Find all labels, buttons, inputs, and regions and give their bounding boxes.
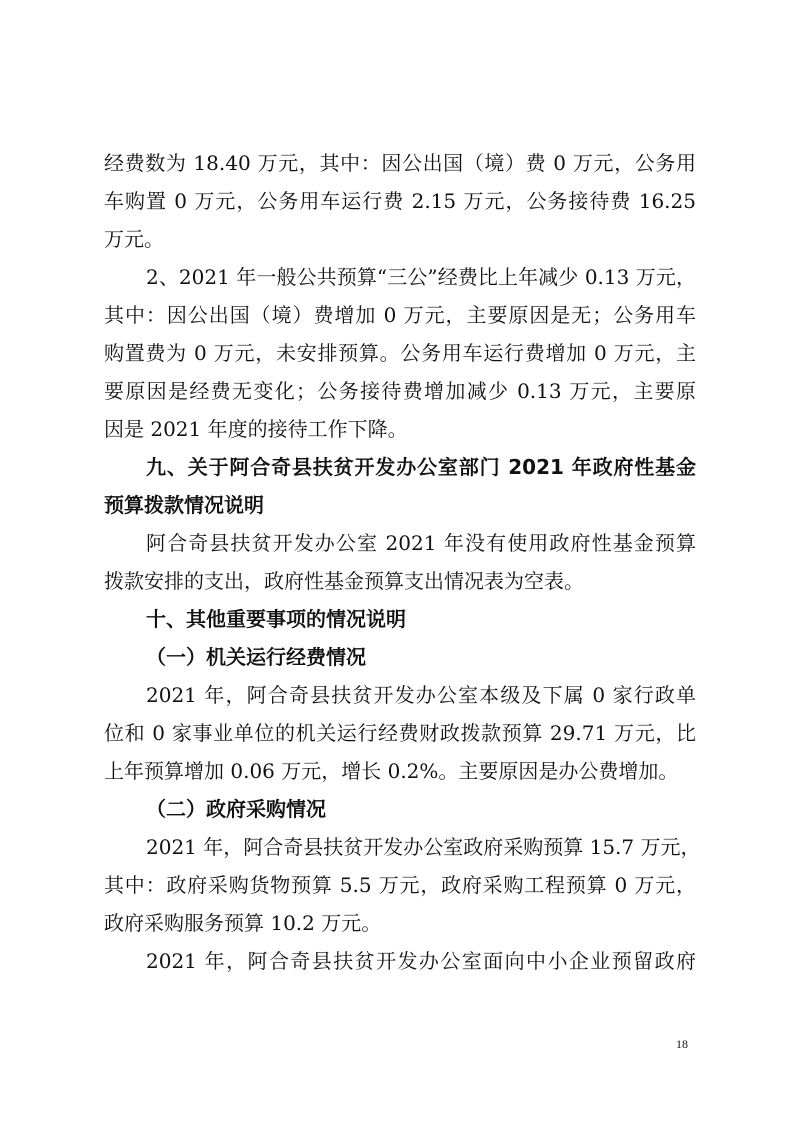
paragraph-line: 政府采购服务预算 10.2 万元。 bbox=[104, 911, 382, 935]
paragraph-line: 要原因是经费无变化；公务接待费增加减少 0.13 万元，主要原 bbox=[104, 379, 696, 403]
paragraph-line: 2、2021 年一般公共预算“三公”经费比上年减少 0.13 万元， bbox=[146, 265, 696, 289]
paragraph-line: 其中：政府采购货物预算 5.5 万元，政府采购工程预算 0 万元， bbox=[104, 873, 696, 897]
paragraph-line: 万元。 bbox=[104, 227, 164, 251]
paragraph-line: 阿合奇县扶贫开发办公室 2021 年没有使用政府性基金预算 bbox=[146, 531, 696, 555]
paragraph-line: 购置费为 0 万元，未安排预算。公务用车运行费增加 0 万元，主 bbox=[104, 341, 696, 365]
subsection-heading: （一）机关运行经费情况 bbox=[146, 645, 366, 669]
section-heading: 十、其他重要事项的情况说明 bbox=[146, 607, 406, 631]
section-heading: 九、关于阿合奇县扶贫开发办公室部门 2021 年政府性基金 bbox=[146, 455, 696, 479]
page-number: 18 bbox=[676, 1037, 688, 1051]
paragraph-line: 拨款安排的支出，政府性基金预算支出情况表为空表。 bbox=[104, 569, 584, 593]
paragraph-line: 2021 年，阿合奇县扶贫开发办公室政府采购预算 15.7 万元， bbox=[146, 835, 701, 859]
paragraph-line: 车购置 0 万元，公务用车运行费 2.15 万元，公务接待费 16.25 bbox=[104, 189, 696, 213]
paragraph-line: 位和 0 家事业单位的机关运行经费财政拨款预算 29.71 万元，比 bbox=[104, 721, 696, 745]
paragraph-line: 上年预算增加 0.06 万元，增长 0.2%。主要原因是办公费增加。 bbox=[104, 759, 679, 783]
paragraph-line: 其中：因公出国（境）费增加 0 万元，主要原因是无；公务用车 bbox=[104, 303, 696, 327]
paragraph-line: 2021 年，阿合奇县扶贫开发办公室本级及下属 0 家行政单 bbox=[146, 683, 696, 707]
paragraph-line: 2021 年，阿合奇县扶贫开发办公室面向中小企业预留政府 bbox=[146, 949, 696, 973]
section-heading: 预算拨款情况说明 bbox=[104, 493, 264, 517]
paragraph-line: 因是 2021 年度的接待工作下降。 bbox=[104, 417, 408, 441]
subsection-heading: （二）政府采购情况 bbox=[146, 797, 326, 821]
paragraph-line: 经费数为 18.40 万元，其中：因公出国（境）费 0 万元，公务用 bbox=[104, 151, 696, 175]
